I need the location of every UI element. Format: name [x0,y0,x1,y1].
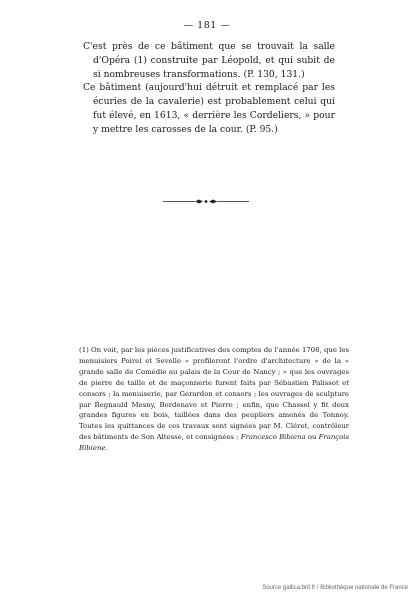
footnote-name: Francesco Bibiena [240,433,306,442]
main-text [83,40,335,137]
footnote-name-2: François Bibiene. [79,433,350,453]
page-number: — 181 — [183,20,231,31]
paragraph: C'est près de ce bâtiment que se trouvait la salle d'Opéra (1) construite par Léopold, et qui subit de si nombreuses transformations. (P. 130, 131.) [83,41,335,80]
ornamental-rule [163,198,249,205]
footnote-paragraph [79,345,349,454]
paragraph: Ce bâtiment (aujourd'hui détruit et remplacé par les écuries de la cavalerie) est probablement celui qui fut élevé, en 1613, « derrière les Cordeliers, » pour y mettre les carosses de la cour. (P. 95.) [83,82,335,135]
source-credit: Source gallica.bnf.fr / Bibliothèque nationale de France [262,585,408,591]
footnote-connector: ou [305,433,319,442]
footnote-text: (1) On voit, par les pièces justificatives des comptes de l'année 1708, que les menuisiers Poirel et Sevelle « profileront l'ordre d'architecture » de la « grande salle de Comédie au palais de la Cour de Nancy ; » que les ouvrages de pierre de taille et de maçonnerie furent faits par Sébastien Palissot et consors ; la menuiserie, par Gerardon et consors ; les ouvrages de sculpture par Regnauld Mesny, Bordenave et Pierre ; enfin, que Chassel y fit deux grandes figures en bois, taillées dans des peupliers amenés de Tonnoy. Toutes les quittances de ces travaux sont signées par M. Cléret, contrôleur des bâtiments de Son Altesse, et consignées : [79,346,349,442]
footnote [79,345,349,454]
